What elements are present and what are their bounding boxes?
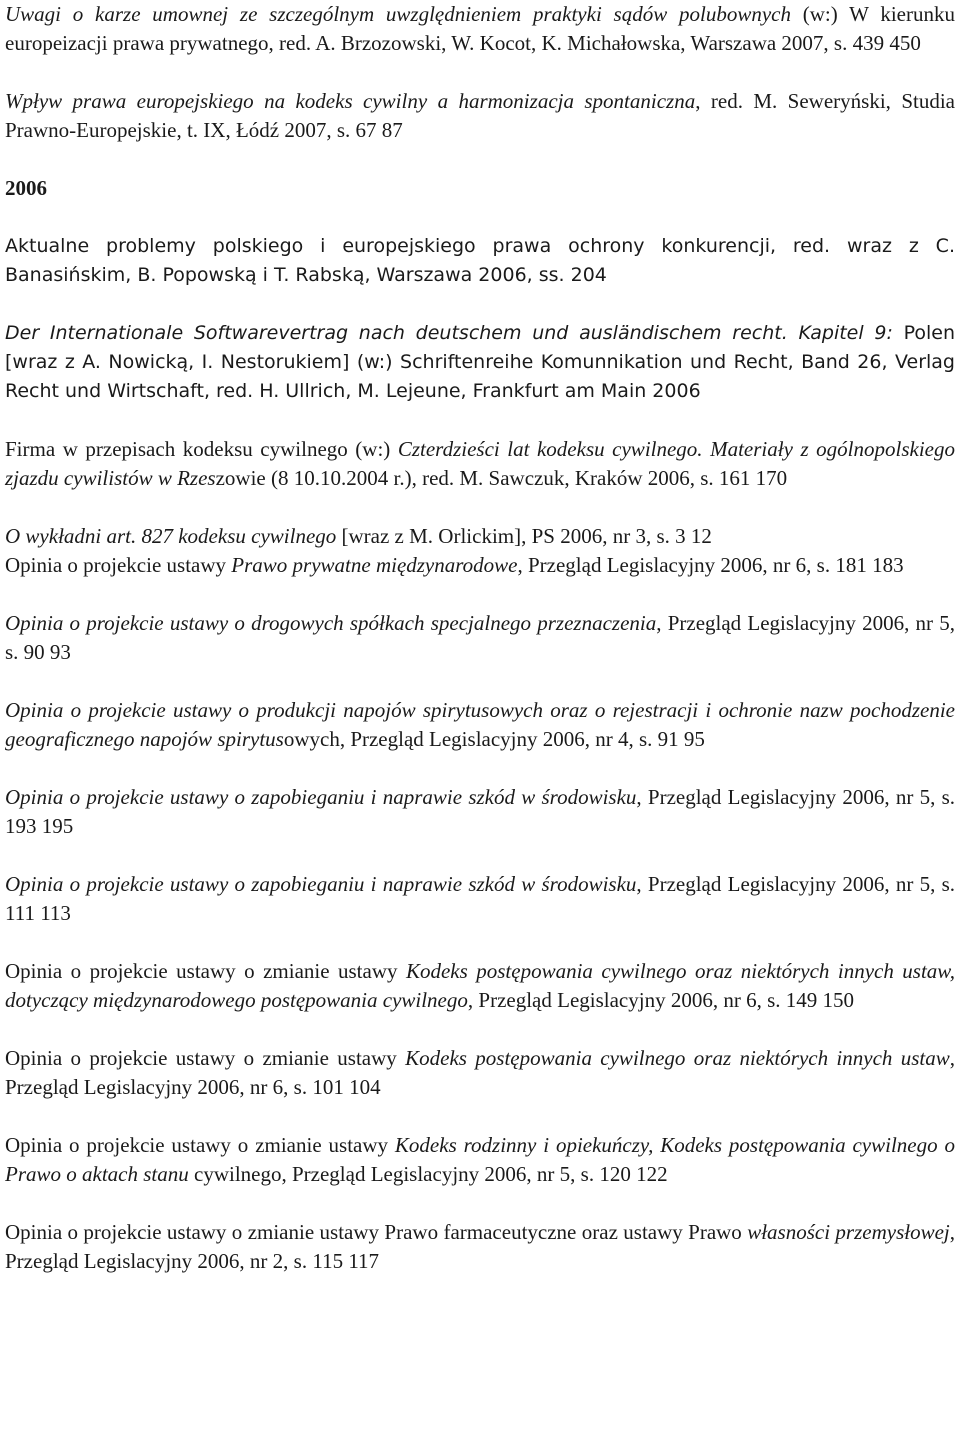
citation-text: Opinia o projekcie ustawy bbox=[5, 553, 232, 577]
citation-text: , Przegląd Legislacyjny 2006, nr 6, s. 149 150 bbox=[467, 988, 854, 1012]
citation-entry bbox=[5, 1131, 955, 1189]
citation-entry bbox=[5, 696, 955, 754]
citation-entry bbox=[5, 0, 955, 58]
citation-entry bbox=[5, 551, 955, 580]
citation-title: Kodeks rodzinny i opiekuńczy, Kodeks postępowania cywilnego o Prawo o aktach stanu bbox=[5, 1133, 955, 1186]
bibliography-page bbox=[5, 0, 955, 1276]
citation-title: O wykładni art. 827 kodeksu cywilnego bbox=[5, 524, 337, 548]
citation-text: , Przegląd Legislacyjny 2006, nr 5, s. 111 113 bbox=[5, 872, 955, 925]
citation-title: Prawo prywatne międzynarodowe bbox=[231, 553, 518, 577]
citation-text: zowie (8 10.10.2004 r.), red. M. Sawczuk, Kraków 2006, s. 161 170 bbox=[215, 466, 788, 490]
citation-title: Wpływ prawa europejskiego na kodeks cywilny a harmonizacja spontaniczna bbox=[5, 89, 696, 113]
citation-entry bbox=[5, 435, 955, 493]
citation-text: owych, Przegląd Legislacyjny 2006, nr 4, s. 91 95 bbox=[283, 727, 705, 751]
citation-entry bbox=[5, 319, 955, 406]
citation-text: , Przegląd Legislacyjny 2006, nr 6, s. 181 183 bbox=[517, 553, 904, 577]
citation-text: Aktualne problemy polskiego i europejskiego prawa ochrony konkurencji, red. wraz z C. Banasińskim, B. Popowską i T. Rabską, Warszawa 2006, ss. 204 bbox=[5, 235, 955, 286]
citation-text: [wraz z M. Orlickim], PS 2006, nr 3, s. 3 12 bbox=[336, 524, 712, 548]
citation-title: Czterdzieści lat kodeksu cywilnego. Materiały z ogólnopolskiego zjazdu cywilistów w Rzes bbox=[5, 437, 955, 490]
citation-text: Opinia o projekcie ustawy o zmianie ustawy Prawo farmaceutyczne oraz ustawy Prawo bbox=[5, 1220, 748, 1244]
year-heading: 2006 bbox=[5, 176, 47, 200]
citation-entry bbox=[5, 957, 955, 1015]
citation-text: , Przegląd Legislacyjny 2006, nr 6, s. 101 104 bbox=[5, 1046, 956, 1099]
citation-entry bbox=[5, 609, 955, 667]
citation-title: Opinia o projekcie ustawy o zapobieganiu i naprawie szkód w środowisku bbox=[5, 872, 637, 896]
citation-text: , Przegląd Legislacyjny 2006, nr 5, s. 90 93 bbox=[5, 611, 955, 664]
citation-entry bbox=[5, 232, 955, 290]
citation-text: , Przegląd Legislacyjny 2006, nr 2, s. 115 117 bbox=[5, 1220, 955, 1273]
citation-text: (w:) W kierunku europeizacji prawa prywatnego, red. A. Brzozowski, W. Kocot, K. Michałowska, Warszawa 2007, s. 439 450 bbox=[5, 2, 955, 55]
citation-entry bbox=[5, 783, 955, 841]
citation-text: Opinia o projekcie ustawy o zmianie ustawy bbox=[5, 1046, 406, 1070]
citation-title: własności przemysłowej bbox=[747, 1220, 950, 1244]
citation-title: Kodeks postępowania cywilnego oraz niektórych innych ustaw, dotyczący międzynarodowego postępowania cywilnego bbox=[5, 959, 956, 1012]
citation-text: Opinia o projekcie ustawy o zmianie ustawy bbox=[5, 959, 406, 983]
citation-text: Firma w przepisach kodeksu cywilnego (w:) bbox=[5, 437, 398, 461]
citation-title: Opinia o projekcie ustawy o zapobieganiu i naprawie szkód w środowisku bbox=[5, 785, 637, 809]
citation-title: Uwagi o karze umownej ze szczególnym uwzględnieniem praktyki sądów polubownych bbox=[5, 2, 791, 26]
citation-text: , red. M. Seweryński, Studia Prawno-Europejskie, t. IX, Łódź 2007, s. 67 87 bbox=[5, 89, 955, 142]
citation-title: Opinia o projekcie ustawy o produkcji napojów spirytusowych oraz o rejestracji i ochronie nazw pochodzenie geograficznego napojów spirytus bbox=[5, 698, 955, 751]
citation-entry bbox=[5, 1218, 955, 1276]
citation-text: Opinia o projekcie ustawy o zmianie ustawy bbox=[5, 1133, 395, 1157]
citation-title: Der Internationale Softwarevertrag nach deutschem und ausländischem recht. Kapitel 9: bbox=[5, 322, 893, 344]
citation-entry bbox=[5, 87, 955, 145]
citation-text: Polen [wraz z A. Nowicką, I. Nestorukiem] (w:) Schriftenreihe Komunnikation und Recht, Band 26, Verlag Recht und Wirtschaft, red. H. Ullrich, M. Lejeune, Frankfurt am Main 2006 bbox=[5, 322, 955, 402]
citation-text: cywilnego, Przegląd Legislacyjny 2006, nr 5, s. 120 122 bbox=[188, 1162, 668, 1186]
citation-entry bbox=[5, 522, 955, 551]
citation-entry bbox=[5, 1044, 955, 1102]
citation-text: , Przegląd Legislacyjny 2006, nr 5, s. 193 195 bbox=[5, 785, 955, 838]
citation-title: Opinia o projekcie ustawy o drogowych spółkach specjalnego przeznaczenia bbox=[5, 611, 657, 635]
citation-title: Kodeks postępowania cywilnego oraz niektórych innych ustaw bbox=[405, 1046, 950, 1070]
citation-entry bbox=[5, 870, 955, 928]
